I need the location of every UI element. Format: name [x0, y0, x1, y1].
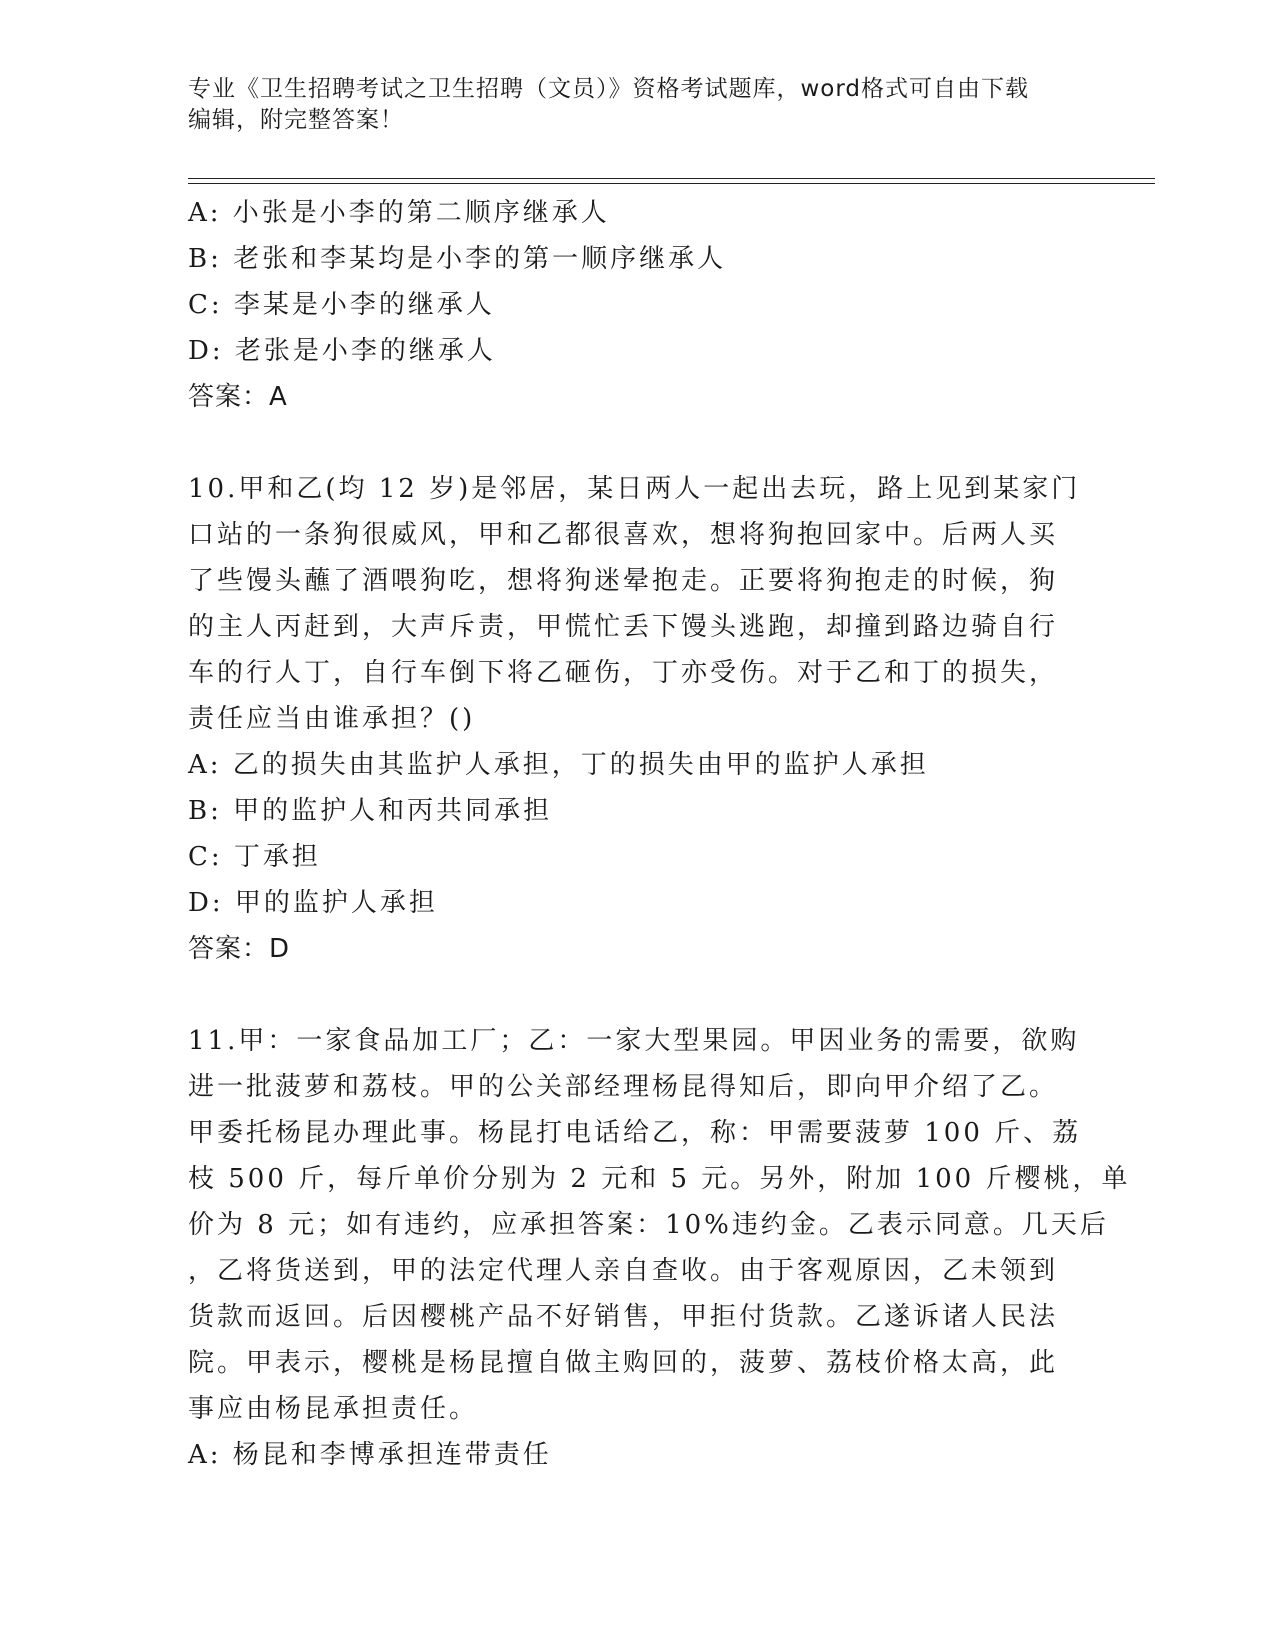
question-stem-line: 进一批菠萝和荔枝。甲的公关部经理杨昆得知后，即向甲介绍了乙。 — [188, 1072, 1059, 1102]
option-a: A: 小张是小李的第二顺序继承人 — [188, 198, 610, 228]
document-header — [188, 74, 1088, 136]
question-stem-line: 车的行人丁，自行车倒下将乙砸伤，丁亦受伤。对于乙和丁的损失， — [188, 658, 1059, 688]
question-stem-line: ，乙将货送到，甲的法定代理人亲自查收。由于客观原因，乙未领到 — [188, 1256, 1059, 1286]
header-title-line-1: 专业《卫生招聘考试之卫生招聘（文员）》资格考试题库，word格式可自由下载 — [188, 76, 1030, 102]
question-stem-line: 价为 8 元；如有违约，应承担答案：10%违约金。乙表示同意。几天后 — [188, 1210, 1109, 1240]
question-stem-line: 责任应当由谁承担？() — [188, 704, 476, 734]
option-a: A: 杨昆和李博承担连带责任 — [188, 1440, 552, 1470]
question-11 — [188, 1018, 1131, 1478]
question-content — [188, 190, 1131, 1478]
question-stem-line: 了些馒头蘸了酒喂狗吃，想将狗迷晕抱走。正要将狗抱走的时候，狗 — [188, 566, 1059, 596]
answer-line: 答案：A — [188, 382, 288, 412]
option-a: A: 乙的损失由其监护人承担，丁的损失由甲的监护人承担 — [188, 750, 929, 780]
question-stem-line: 口站的一条狗很威风，甲和乙都很喜欢，想将狗抱回家中。后两人买 — [188, 520, 1059, 550]
answer-line: 答案：D — [188, 934, 291, 964]
option-d: D: 老张是小李的继承人 — [188, 336, 496, 366]
question-stem-line: 11.甲：一家食品加工厂；乙：一家大型果园。甲因业务的需要，欲购 — [188, 1026, 1080, 1056]
header-title-line-2: 编辑，附完整答案！ — [188, 107, 404, 133]
question-stem-line: 的主人丙赶到，大声斥责，甲慌忙丢下馒头逃跑，却撞到路边骑自行 — [188, 612, 1059, 642]
header-divider-bottom — [188, 183, 1155, 184]
question-stem-line: 院。甲表示，樱桃是杨昆擅自做主购回的，菠萝、荔枝价格太高，此 — [188, 1348, 1059, 1378]
question-stem-line: 枝 500 斤，每斤单价分别为 2 元和 5 元。另外，附加 100 斤樱桃，单 — [188, 1164, 1131, 1194]
option-d: D: 甲的监护人承担 — [188, 888, 438, 918]
option-b: B: 老张和李某均是小李的第一顺序继承人 — [188, 244, 727, 274]
spacer — [188, 420, 1088, 466]
header-divider-top — [188, 178, 1155, 179]
option-c: C: 李某是小李的继承人 — [188, 290, 495, 320]
question-stem-line: 10.甲和乙(均 12 岁)是邻居，某日两人一起出去玩，路上见到某家门 — [188, 474, 1081, 504]
question-10 — [188, 466, 1088, 972]
question-9 — [188, 190, 1088, 420]
option-b: B: 甲的监护人和丙共同承担 — [188, 796, 553, 826]
spacer — [188, 972, 1088, 1018]
option-c: C: 丁承担 — [188, 842, 321, 872]
question-stem-line: 甲委托杨昆办理此事。杨昆打电话给乙，称：甲需要菠萝 100 斤、荔 — [188, 1118, 1082, 1148]
question-stem-line: 事应由杨昆承担责任。 — [188, 1394, 479, 1424]
question-stem-line: 货款而返回。后因樱桃产品不好销售，甲拒付货款。乙遂诉诸人民法 — [188, 1302, 1059, 1332]
